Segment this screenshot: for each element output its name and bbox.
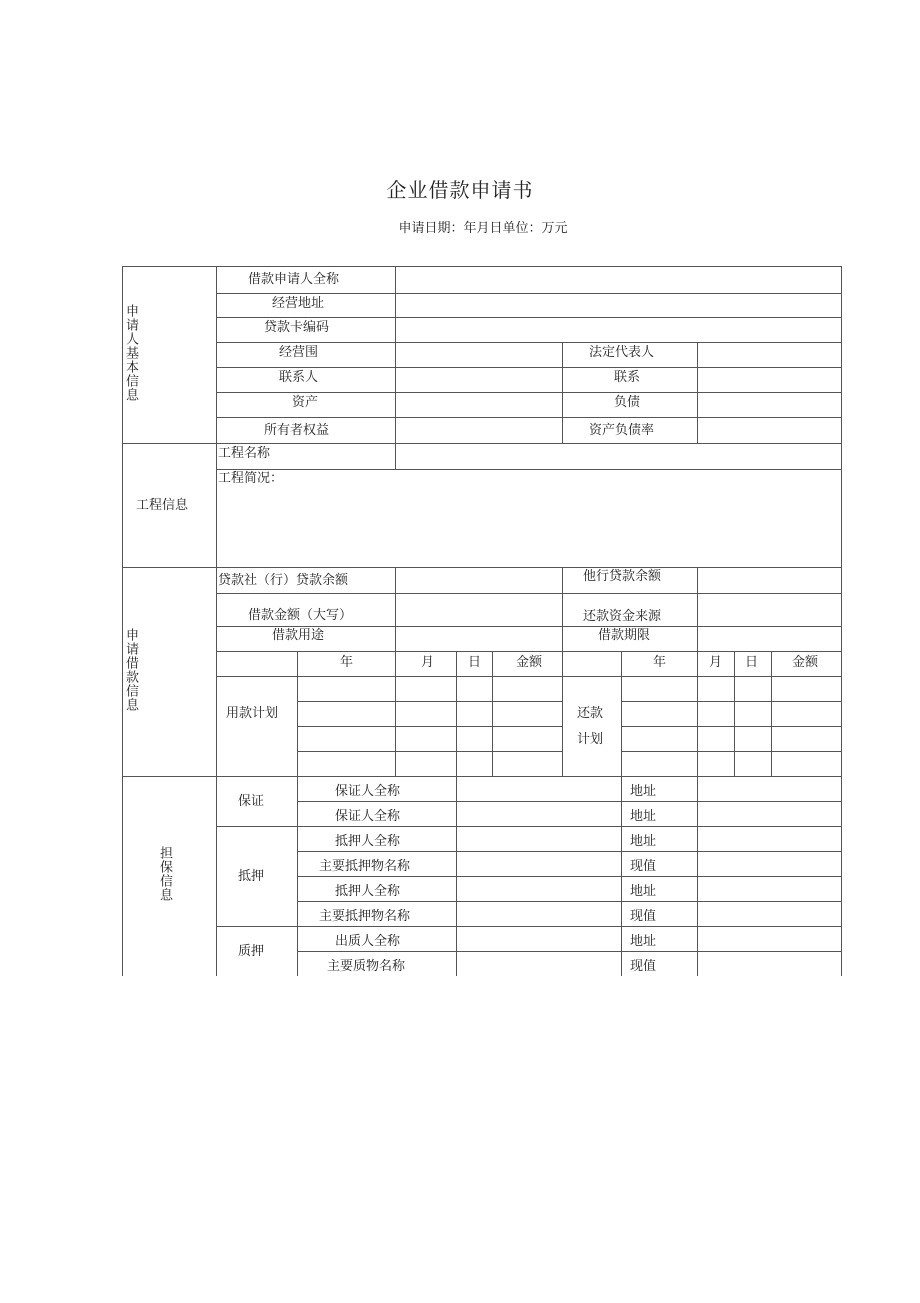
grid-line — [216, 367, 842, 368]
label-applicant-full-name: 借款申请人全称 — [248, 272, 340, 287]
table-border-right — [841, 266, 842, 976]
grid-line — [621, 651, 622, 776]
label-pledge: 质押 — [238, 944, 265, 959]
grid-line — [621, 726, 842, 727]
section-divider — [122, 443, 842, 444]
label-collateral-name: 主要抵押物名称 — [319, 859, 411, 874]
label-guarantor-name: 保证人全称 — [335, 784, 401, 799]
grid-line — [297, 801, 842, 802]
header-amount: 金额 — [516, 655, 543, 670]
grid-line — [395, 567, 396, 651]
label-project-overview: 工程简况： — [218, 471, 284, 486]
grid-line — [216, 626, 842, 627]
grid-line — [216, 317, 842, 318]
header-month: 月 — [421, 655, 435, 670]
section-divider — [122, 776, 842, 777]
label-loan-card-code: 贷款卡编码 — [264, 320, 330, 335]
label-current-value: 现值 — [630, 959, 657, 974]
grid-line — [297, 876, 842, 877]
document-subtitle: 申请日期：年月日单位：万元 — [398, 221, 568, 236]
label-project-name: 工程名称 — [218, 446, 271, 461]
label-mortgagor-name: 抵押人全称 — [335, 884, 401, 899]
grid-line — [562, 567, 563, 651]
loan-section-label: 申请借款信息 — [123, 628, 138, 712]
label-guarantor-name: 保证人全称 — [335, 809, 401, 824]
grid-line — [395, 651, 396, 776]
label-pledge-item-name: 主要质物名称 — [327, 959, 406, 974]
label-liabilities: 负债 — [614, 395, 641, 410]
grid-line — [562, 651, 563, 776]
grid-line — [456, 651, 457, 776]
table-border-top — [122, 266, 842, 267]
label-address: 地址 — [630, 784, 657, 799]
header-year: 年 — [340, 655, 354, 670]
label-address: 地址 — [630, 809, 657, 824]
grid-line — [216, 776, 217, 976]
grid-line — [297, 851, 842, 852]
grid-line — [697, 567, 698, 676]
label-repayment-source: 还款资金来源 — [583, 609, 662, 624]
label-contact: 联系 — [614, 370, 641, 385]
label-contact-person: 联系人 — [279, 370, 319, 385]
label-loan-amount-caps: 借款金额（大写） — [248, 608, 353, 623]
grid-line — [297, 701, 563, 702]
label-owners-equity: 所有者权益 — [264, 423, 330, 438]
grid-line — [216, 392, 842, 393]
label-mortgage: 抵押 — [238, 869, 265, 884]
grid-line — [216, 293, 842, 294]
grid-line — [621, 701, 842, 702]
grid-line — [771, 651, 772, 776]
grid-line — [216, 676, 842, 677]
header-day: 日 — [468, 655, 482, 670]
document-title: 企业借款申请书 — [386, 178, 534, 202]
label-collateral-name: 主要抵押物名称 — [319, 909, 411, 924]
guarantee-section-label: 担保信息 — [157, 846, 172, 902]
label-repayment-plan: 还款计划 — [576, 706, 603, 747]
label-balance-this-bank: 贷款社（行）贷款余额 — [218, 573, 349, 588]
section-divider — [122, 567, 842, 568]
label-mortgagor-name: 抵押人全称 — [335, 834, 401, 849]
label-assets: 资产 — [292, 395, 319, 410]
grid-line — [297, 901, 842, 902]
label-current-value: 现值 — [630, 909, 657, 924]
grid-line — [297, 651, 298, 776]
label-business-scope: 经营围 — [279, 345, 319, 360]
label-legal-representative: 法定代表人 — [589, 345, 655, 360]
grid-line — [492, 651, 493, 776]
label-assurance: 保证 — [238, 794, 265, 809]
grid-line — [297, 726, 563, 727]
label-use-plan: 用款计划 — [226, 706, 279, 721]
grid-line — [297, 751, 563, 752]
grid-line — [216, 469, 842, 470]
label-loan-term: 借款期限 — [598, 628, 651, 643]
grid-line — [216, 926, 842, 927]
grid-line — [216, 651, 842, 652]
loan-application-form — [122, 266, 842, 976]
header-amount: 金额 — [792, 655, 819, 670]
grid-line — [734, 651, 735, 776]
header-year: 年 — [653, 655, 667, 670]
label-address: 地址 — [630, 884, 657, 899]
label-loan-purpose: 借款用途 — [272, 628, 325, 643]
grid-line — [297, 951, 842, 952]
header-month: 月 — [709, 655, 723, 670]
label-address: 地址 — [630, 934, 657, 949]
label-balance-other-banks: 他行贷款余额 — [583, 569, 662, 584]
label-debt-ratio: 资产负债率 — [589, 423, 655, 438]
label-current-value: 现值 — [630, 859, 657, 874]
grid-line — [216, 826, 842, 827]
grid-line — [216, 417, 842, 418]
grid-line — [216, 593, 842, 594]
header-day: 日 — [745, 655, 759, 670]
grid-line — [621, 751, 842, 752]
label-pledgor-name: 出质人全称 — [335, 934, 401, 949]
applicant-section-label: 申请人基本信息 — [123, 304, 138, 402]
label-business-address: 经营地址 — [272, 296, 325, 311]
grid-line — [216, 342, 842, 343]
label-address: 地址 — [630, 834, 657, 849]
project-section-label: 工程信息 — [136, 498, 189, 513]
